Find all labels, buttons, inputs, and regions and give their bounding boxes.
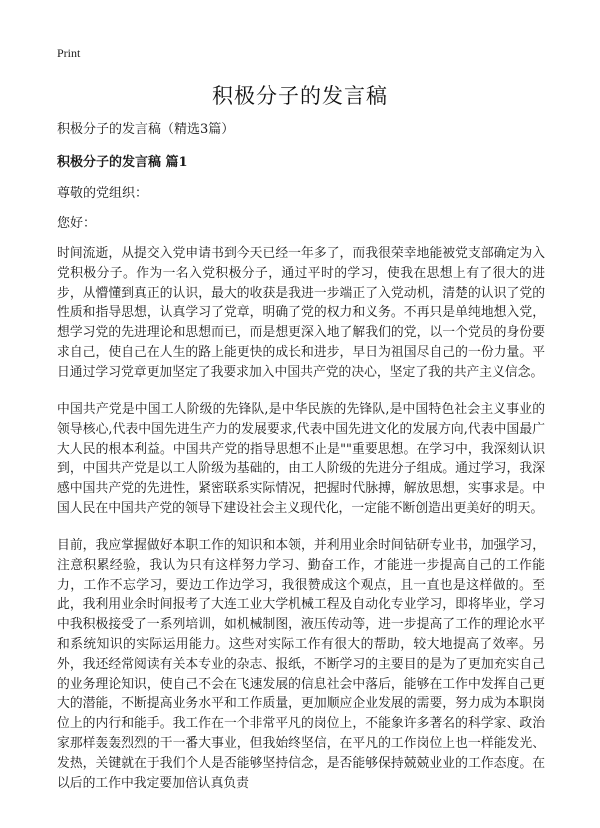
body-paragraph: 目前，我应掌握做好本职工作的知识和本领，并利用业余时间钻研专业书，加强学习，注意积累经验，我认为只有这样努力学习、勤奋工作，才能进一步提高自己的工作能力，工作不忘学习，要边工作边学习，我很赞成这个观点，且一直也是这样做的。至此，我利用业余时间报考了大连工业大学机械工程及自动化专业学习，即将毕业，学习中我积极接受了一系列培训，如机械制图，液压传动等，进一步提高了工作的理论水平和系统知识的实际运用能力。这些对实际工作有很大的帮助，较大地提高了效率。另外，我还经常阅读有关本专业的杂志、报纸，不断学习的主要目的是为了更加充实自己的业务理论知识，使自己不会在飞速发展的信息社会中落后，能够在工作中发挥自己更大的潜能，不断提高业务水平和工作质量，更加顺应企业发展的需要，努力成为本职岗位上的内行和能手。我工作在一个非常平凡的岗位上，不能象许多著名的科学家、政治家那样轰轰烈烈的干一番大事业，但我始终坚信，在平凡的工作岗位上也一样能发光、发热，关键就在于我们个人是否能够坚持信念，是否能够保持兢兢业业的工作态度。在以后的工作中我定要加倍认真负责 [57,538,545,791]
salutation-recipient: 尊敬的党组织： [57,186,149,201]
body-paragraph: 时间流逝，从提交入党申请书到今天已经一年多了，而我很荣幸地能被党支部确定为入党积极分子。作为一名入党积极分子，通过平时的学习，使我在思想上有了很大的进步，从懵懂到真正的认识，最大的收获是我进一步端正了入党动机，清楚的认识了党的性质和指导思想，认真学习了党章，明确了党的权力和义务。不再只是单纯地想入党，想学习党的先进理论和思想而已，而是想更深入地了解我们的党，以一个党员的身份要求自己，使自己在人生的路上能更快的成长和进步，早日为祖国尽自己的一份力量。平日通过学习党章更加坚定了我要求加入中国共产党的决心，坚定了我的共产主义信念。 [57,246,545,380]
section-heading: 积极分子的发言稿 篇1 [57,155,188,170]
document-subtitle: 积极分子的发言稿（精选3篇） [57,122,235,137]
body-paragraph: 中国共产党是中国工人阶级的先锋队,是中华民族的先锋队,是中国特色社会主义事业的领导核心,代表中国先进生产力的发展要求,代表中国先进文化的发展方向,代表中国最广大人民的根本利益。中国共产党的指导思想不止是""重要思想。在学习中，我深刻认识到，中国共产党是以工人阶级为基础的，由工人阶级的先进分子组成。通过学习，我深感中国共产党的先进性，紧密联系实际情况，把握时代脉搏，解放思想，实事求是。中国人民在中国共产党的领导下建设社会主义现代化，一定能不断创造出更美好的明天。 [57,402,545,516]
salutation-greeting: 您好： [57,216,97,231]
print-label: Print [57,46,81,60]
document-title: 积极分子的发言稿 [212,84,388,108]
